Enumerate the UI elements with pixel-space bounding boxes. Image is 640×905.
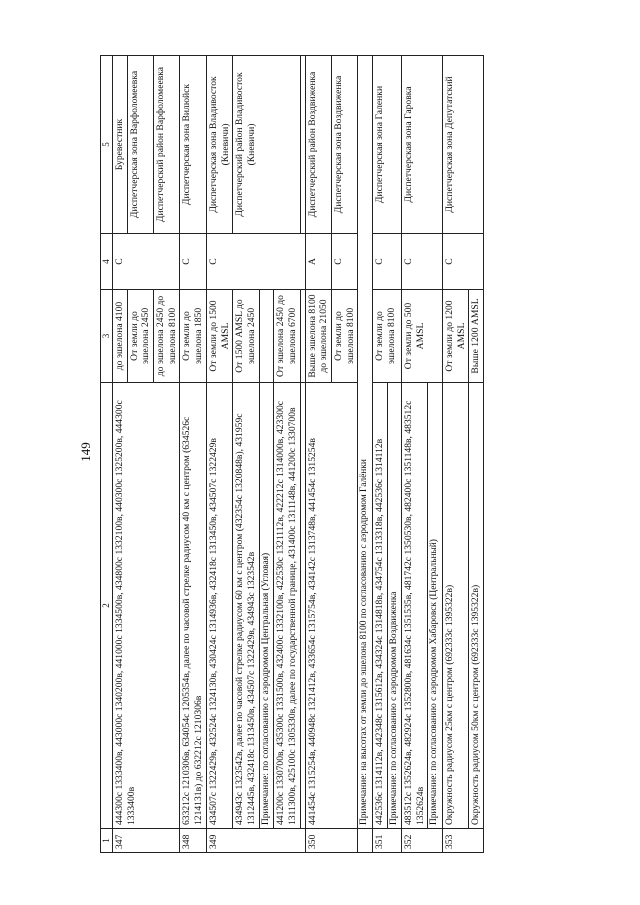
- class-cell: С: [442, 234, 483, 290]
- note-cell: Примечание: по согласованию с аэродромом Хабаровск (Центральный): [428, 383, 442, 829]
- row-number: 352: [402, 829, 443, 853]
- page-number: 149: [78, 442, 93, 462]
- zone-name-cell: Диспетчерский район Владивосток (Кневичи): [233, 56, 300, 234]
- empty-cell: [259, 290, 273, 383]
- zone-name-cell: Диспетчерский район Воздвиженка: [305, 56, 331, 234]
- altitude-cell: до эшелона 4100: [112, 290, 127, 383]
- table-row: [206, 56, 232, 853]
- header-cell: 1: [101, 829, 113, 853]
- class-cell: С: [331, 234, 357, 290]
- coordinates-cell: Окружность радиусом 25км с центром (692333с 1395322в): [442, 383, 468, 829]
- table-row: [305, 56, 331, 853]
- coordinates-cell: Окружность радиусом 50км с центром (692333с 1395322в): [469, 383, 484, 829]
- table-row: [112, 56, 127, 853]
- airspace-table: [100, 55, 484, 853]
- altitude-cell: От земли до 1200 AMSL: [442, 290, 468, 383]
- class-cell: С: [112, 234, 180, 290]
- class-cell: С: [206, 234, 305, 290]
- header-cell: 4: [101, 234, 113, 290]
- coordinates-cell: 441454с 1315254в, 440948с 1321412в, 433654с 1315754в, 434142с 1313748в, 441454с 1315254в: [305, 383, 358, 829]
- table-row: [442, 56, 468, 853]
- coordinates-cell: 633212с 1210306в, 634054с 1205354в, далее по часовой стрелке радиусом 40 км с центром (634526с 1214131в) до 632212с 1210306в: [180, 383, 206, 829]
- table-row: [233, 56, 259, 853]
- header-cell: 5: [101, 56, 113, 234]
- coordinates-cell: 444300с 1333400в, 443000с 1340200в, 441000с 1334500в, 434800с 1332100в, 440300с 1325200в, 444300с 1333400в: [112, 383, 180, 829]
- header-row: [101, 56, 113, 853]
- zone-name-cell: Диспетчерская зона Владивосток (Кневичи): [206, 56, 232, 234]
- row-number: 351: [372, 829, 401, 853]
- coordinates-cell: 441200с 1330700в, 435300с 1331500в, 432400с 1332100в, 422530с 1321112в, 422212с 1314000в, 423300с 1311300в, 425100с 1305330в, далее по государственной границе, 431400с 1311148в, 441200с 1330700в: [274, 383, 300, 829]
- coordinates-cell: 434943с 1323542в, далее по часовой стрелке радиусом 60 км с центром (432354с 1320848в), 431959с 1312445в, 432418с 1313450в, 434507с 1322429в, 434943с 1323542в: [233, 383, 259, 829]
- altitude-cell: От земли до эшелона 8100: [331, 290, 357, 383]
- header-cell: 2: [101, 383, 113, 829]
- altitude-cell: От земли до эшелона 2450: [127, 290, 153, 383]
- note-cell: Примечание: на высотах от земли до эшелона 8100 по согласованию с аэродромом Галёнки: [358, 56, 372, 829]
- class-cell: С: [180, 234, 206, 290]
- coordinates-cell: 483512с 1352624в, 482924с 1352800в, 481634с 1351535в, 481742с 1350530в, 482400с 1351148в, 483512с 1352624в: [402, 383, 428, 829]
- altitude-cell: От земли до 500 AMSL: [402, 290, 443, 383]
- class-cell: С: [402, 234, 443, 290]
- zone-name-cell: Диспетчерская зона Воздвиженка: [331, 56, 357, 234]
- row-number: 347: [112, 829, 180, 853]
- zone-name-cell: Диспетчерская зона Депутатский: [442, 56, 483, 234]
- altitude-cell: От земли до эшелона 8100: [372, 290, 401, 383]
- coordinates-cell: 442536с 1314112в, 442348с 1315612в, 434324с 1314818в, 434754с 1313318в, 442536с 1314112в: [372, 383, 387, 829]
- table-row: [372, 56, 387, 853]
- table-row: [402, 56, 428, 853]
- zone-name-cell: Диспетчерская зона Галенки: [372, 56, 401, 234]
- zone-name-cell: Диспетчерская зона Варфоломеевка: [127, 56, 153, 234]
- altitude-cell: От земли до эшелона 1850: [180, 290, 206, 383]
- row-number: 348: [180, 829, 206, 853]
- altitude-cell: Выше эшелона 8100 до эшелона 21050: [305, 290, 331, 383]
- zone-name-cell: Диспетчерская зона Гаровка: [402, 56, 443, 234]
- altitude-cell: От земли до 1500 AMSL: [206, 290, 232, 383]
- zone-name-cell: Диспетчерская зона Вилюйск: [180, 56, 206, 234]
- note-row: [358, 56, 372, 853]
- altitude-cell: От 1500 AMSL до эшелона 2450: [233, 290, 259, 383]
- class-cell: А: [305, 234, 331, 290]
- row-number: 349: [206, 829, 305, 853]
- row-number: 353: [442, 829, 483, 853]
- zone-name-cell: Диспетчерский район Варфоломеевка: [154, 56, 180, 234]
- note-cell: Примечание: по согласованию с аэродромом Центральная (Угловая): [259, 383, 273, 829]
- altitude-cell: От эшелона 2450 до эшелона 6700: [274, 290, 300, 383]
- zone-name-cell: Буревестник: [112, 56, 127, 234]
- table-row: [180, 56, 206, 853]
- altitude-cell: до эшелона 2450 до эшелона 8100: [154, 290, 180, 383]
- row-number: 350: [305, 829, 358, 853]
- note-cell: Примечание: по согласованию с аэродромом Воздвиженка: [387, 383, 401, 829]
- class-cell: С: [372, 234, 401, 290]
- header-cell: 3: [101, 290, 113, 383]
- empty-cell: [358, 829, 372, 853]
- altitude-cell: Выше 1200 AMSL: [469, 290, 484, 383]
- coordinates-cell: 434507с 1322429в, 432524с 1324130в, 430424с 1314936в, 432418с 1313450в, 434507с 1322429в: [206, 383, 232, 829]
